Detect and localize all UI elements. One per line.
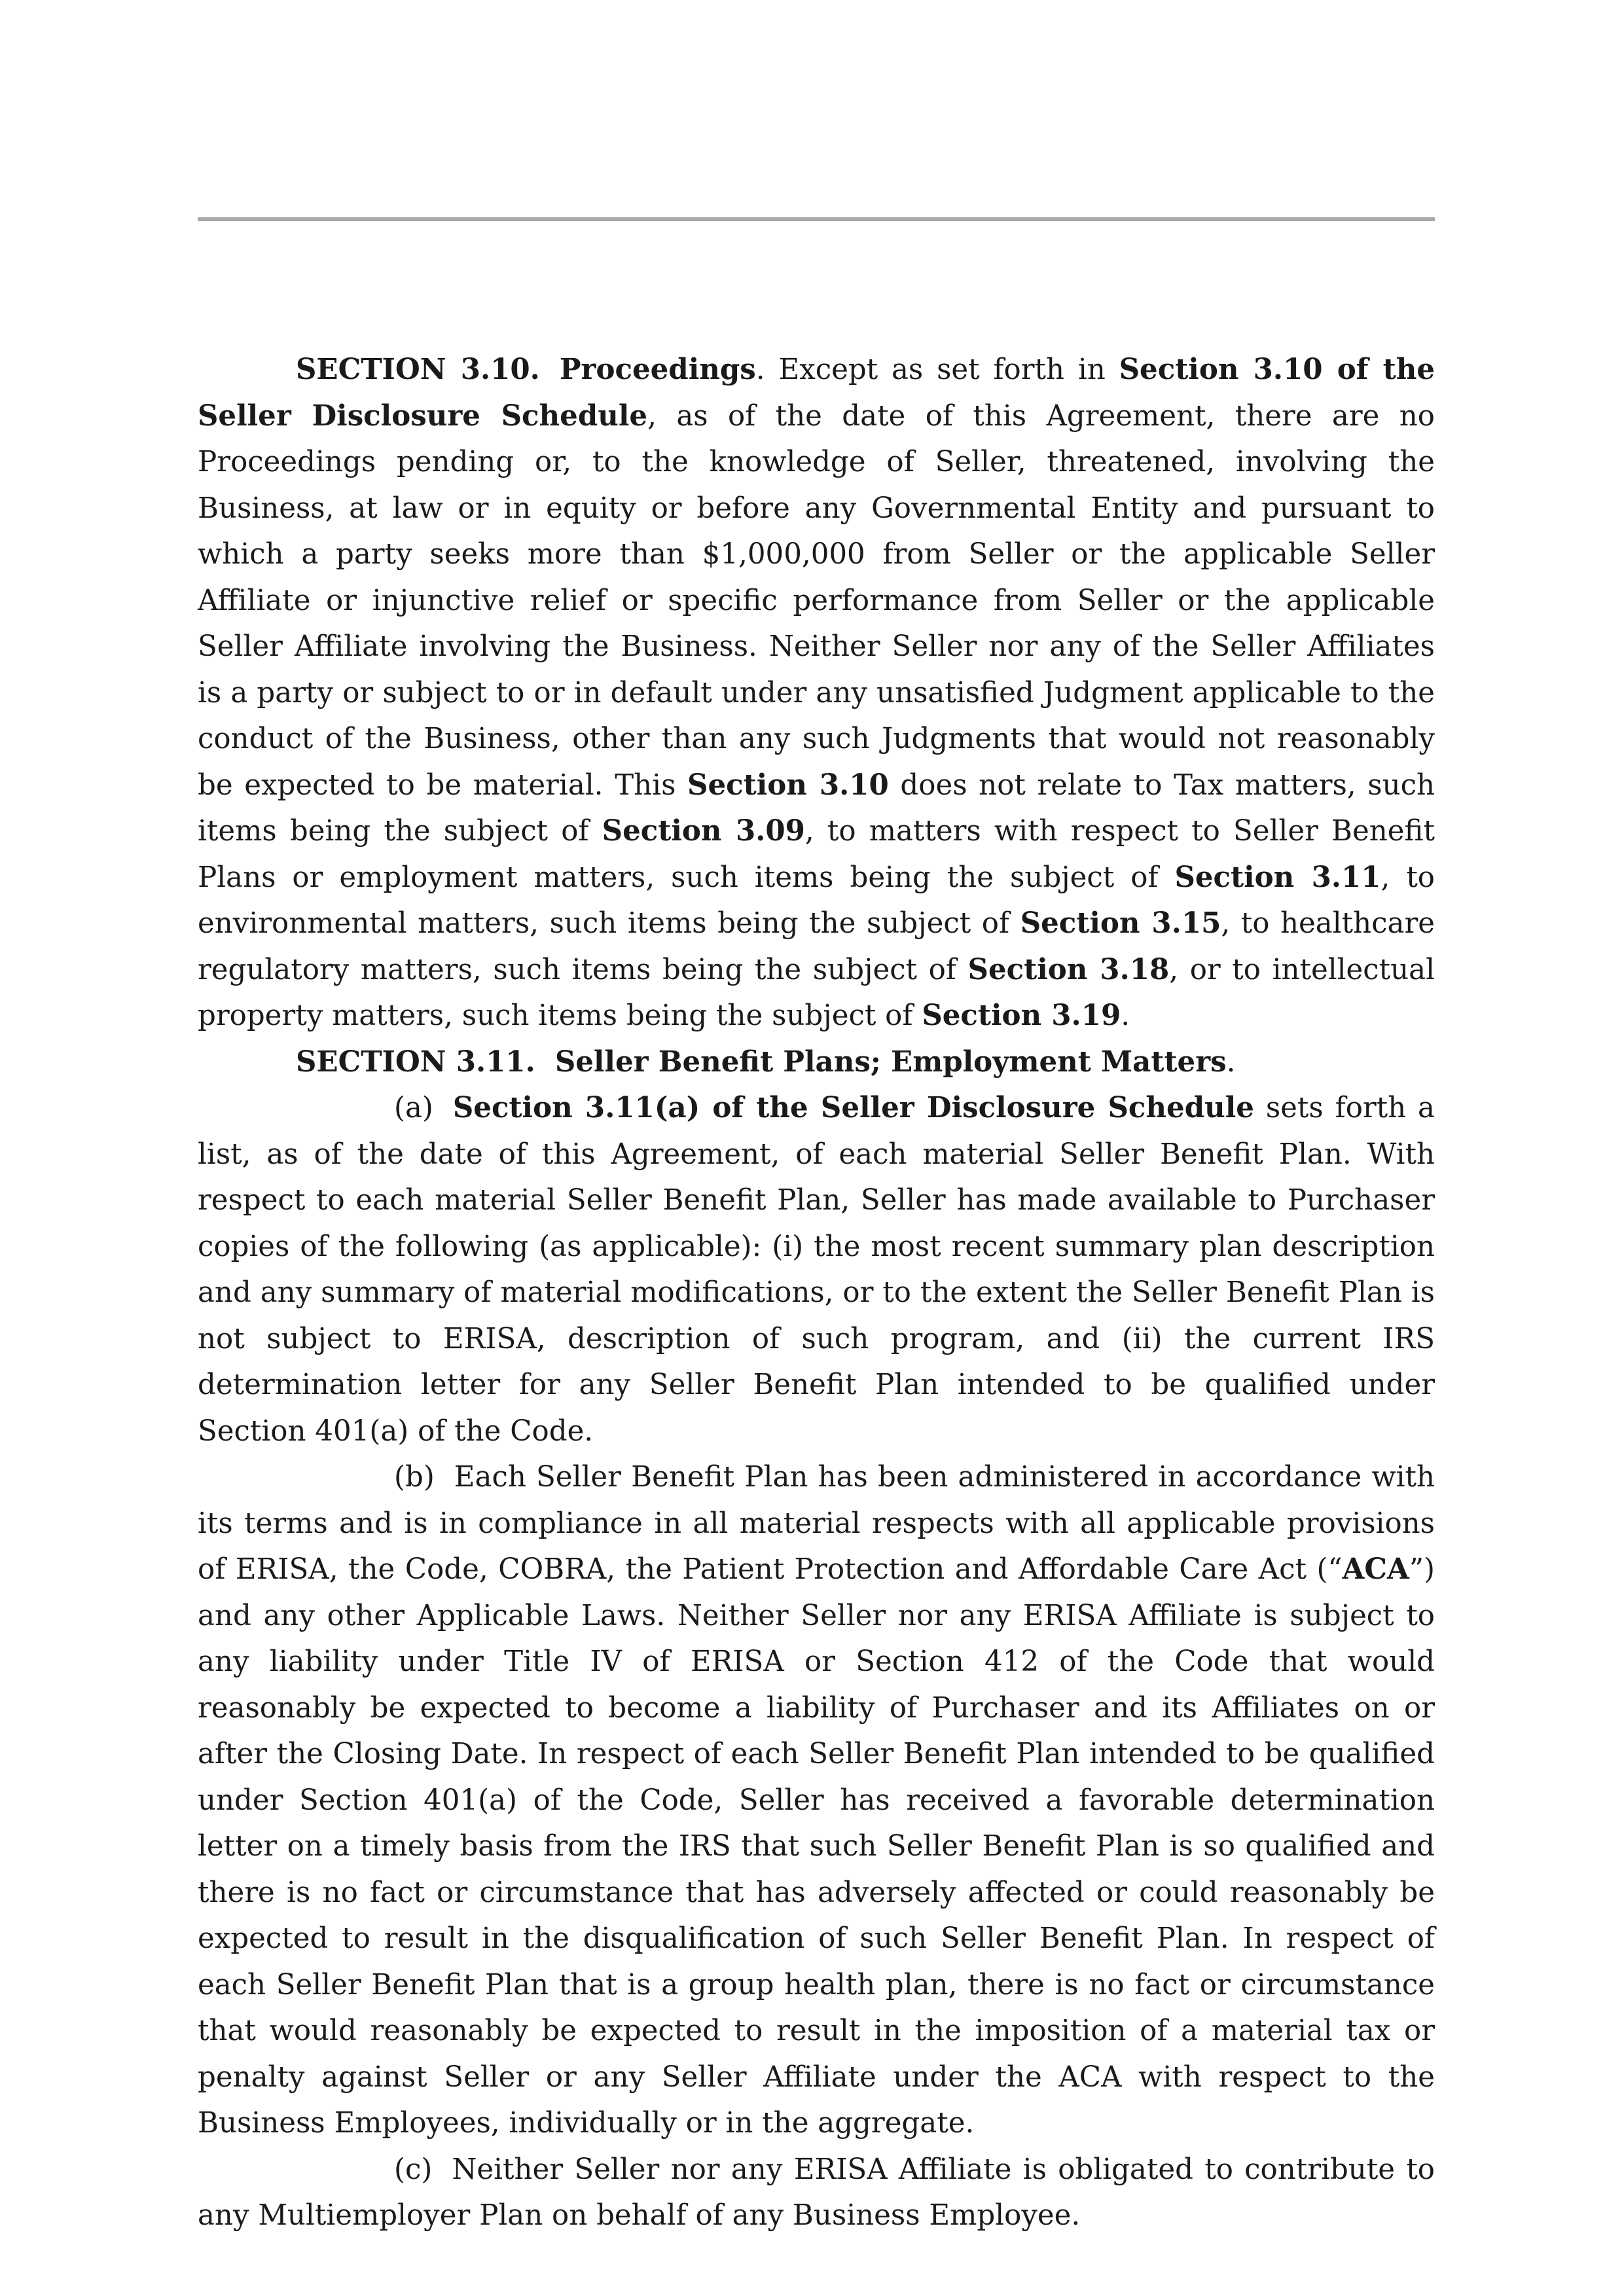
section-3-10-paragraph: SECTION 3.10. Proceedings. Except as set forth in Section 3.10 of the Seller Disclosure Schedule, as of the date of this Agreement, there are no Proceedings pending or, to the knowledge of Seller, threatened, involving the Business, at law or in equity or before any Governmental Entity and pursuant to which a party seeks more than $1,000,000 from Seller or the applicable Seller Affiliate or injunctive relief or specific performance from Seller or the applicable Seller Affiliate involving the Business. Neither Seller nor any of the Seller Affiliates is a party or subject to or in default under any unsatisfied Judgment applicable to the conduct of the Business, other than any such Judgments that would not reasonably be expected to be material. This Section 3.10 does not relate to Tax matters, such items being the subject of Section 3.09, to matters with respect to Seller Benefit Plans or employment matters, such items being the subject of Section 3.11, to environmental matters, such items being the subject of Section 3.15, to healthcare regulatory matters, such items being the subject of Section 3.18, or to intellectual property matters, such items being the subject of Section 3.19.	[198, 353, 1435, 1032]
cross-reference: Section 3.19	[922, 999, 1121, 1032]
cross-reference: Section 3.10	[687, 768, 889, 802]
cross-reference: Section 3.09	[602, 814, 805, 848]
defined-term: ACA	[1342, 1552, 1409, 1586]
document-body	[198, 347, 1435, 2239]
section-3-11-heading-line: SECTION 3.11. Seller Benefit Plans; Employment Matters.	[296, 1045, 1236, 1079]
subsection-b-paragraph: (b) Each Seller Benefit Plan has been administered in accordance with its terms and is in compliance in all material respects with all applicable provisions of ERISA, the Code, COBRA, the Patient Protection and Affordable Care Act (“ACA”) and any other Applicable Laws. Neither Seller nor any ERISA Affiliate is subject to any liability under Title IV of ERISA or Section 412 of the Code that would reasonably be expected to become a liability of Purchaser and its Affiliates on or after the Closing Date. In respect of each Seller Benefit Plan intended to be qualified under Section 401(a) of the Code, Seller has received a favorable determination letter on a timely basis from the IRS that such Seller Benefit Plan is so qualified and there is no fact or circumstance that has adversely affected or could reasonably be expected to result in the disqualification of such Seller Benefit Plan. In respect of each Seller Benefit Plan that is a group health plan, there is no fact or circumstance that would reasonably be expected to result in the imposition of a material tax or penalty against Seller or any Seller Affiliate under the ACA with respect to the Business Employees, individually or in the aggregate.	[198, 1461, 1435, 2140]
section-3-11-heading: SECTION 3.11.	[296, 1045, 535, 1079]
cross-reference: Section 3.10 of the Seller Disclosure Schedule	[198, 353, 1435, 433]
subsection-a-paragraph: (a) Section 3.11(a) of the Seller Disclosure Schedule sets forth a list, as of the date of this Agreement, of each material Seller Benefit Plan. With respect to each material Seller Benefit Plan, Seller has made available to Purchaser copies of the following (as applicable): (i) the most recent summary plan description and any summary of material modifications, or to the extent the Seller Benefit Plan is not subject to ERISA, description of such program, and (ii) the current IRS determination letter for any Seller Benefit Plan intended to be qualified under Section 401(a) of the Code.	[198, 1091, 1435, 1448]
section-3-11-title: Seller Benefit Plans; Employment Matters	[554, 1045, 1227, 1079]
subsection-c-label: (c)	[394, 2153, 433, 2186]
cross-reference: Section 3.11(a) of the Seller Disclosure Schedule	[452, 1091, 1254, 1124]
cross-reference: Section 3.18	[967, 952, 1170, 986]
subsection-b-label: (b)	[394, 1461, 435, 1494]
subsection-c-paragraph: (c) Neither Seller nor any ERISA Affiliate is obligated to contribute to any Multiemployer Plan on behalf of any Business Employee.	[198, 2153, 1435, 2232]
cross-reference: Section 3.11	[1174, 860, 1381, 894]
cross-reference: Section 3.15	[1020, 906, 1221, 940]
header-rule	[198, 217, 1435, 221]
section-3-10-heading: SECTION 3.10.	[296, 353, 540, 386]
section-3-10-title: Proceedings	[559, 353, 756, 386]
subsection-a-label: (a)	[394, 1092, 433, 1124]
